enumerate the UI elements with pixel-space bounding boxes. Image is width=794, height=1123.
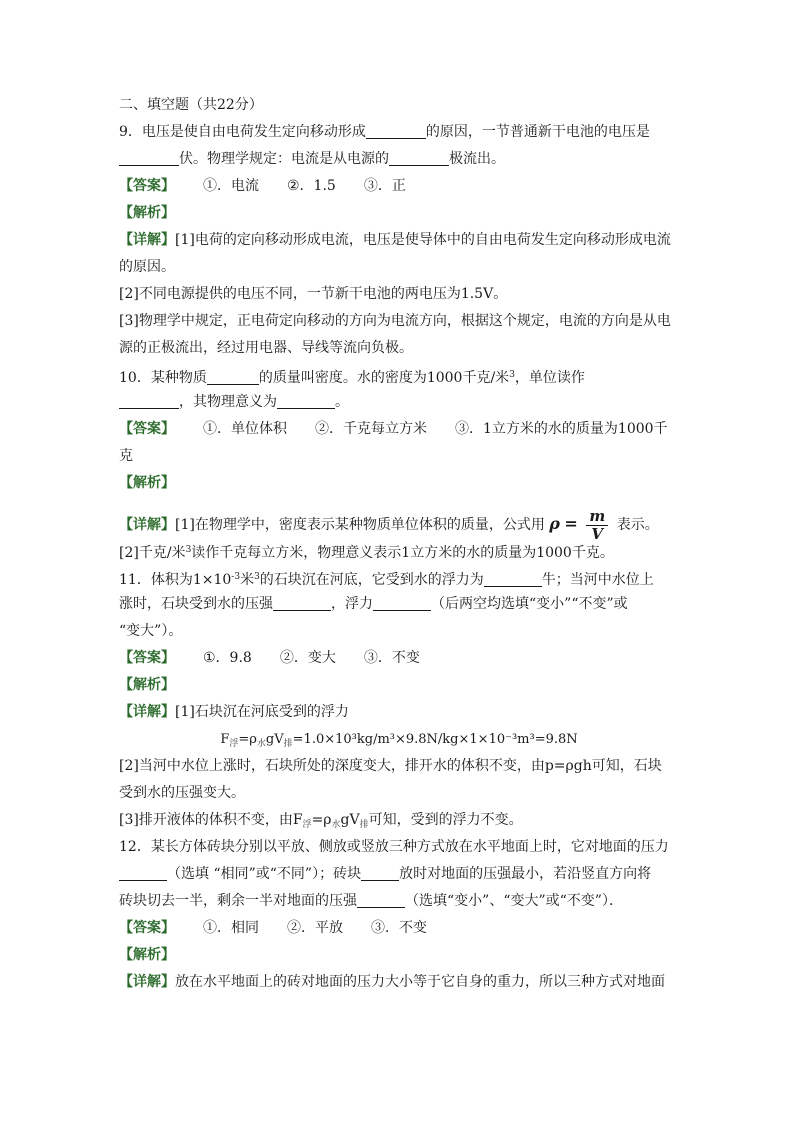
q11-detail-1: 【详解】[1]石块沉在河底受到的浮力 [119, 704, 349, 720]
q9-detail-1b: 的原因。 [119, 259, 175, 275]
q9-detail-3b: 源的正极流出，经过用电器、导线等流向负极。 [119, 340, 413, 356]
q12-line-1: 12．某长方体砖块分别以平放、侧放或竖放三种方式放在水平地面上时，它对地面的压力 [119, 839, 669, 855]
answer-1: ①．相同 [203, 920, 259, 936]
answer-2: ②．千克每立方米 [315, 421, 427, 437]
density-formula-rho: ρ [549, 514, 560, 533]
q11-line-1: 11．体积为$1\times 10^{-3}$米$^3$的石块沉在河底，它受到水的浮力为 牛；当河中水位上 [119, 572, 654, 588]
section-title: 二、填空题（共22分） [119, 97, 263, 113]
buoyancy-formula: $F_浮=\rho_水gV_排=1.0\times 10^3kg/m^3\times 9.8N/kg\times 1\times 10^{-3}m^3=9.8N$ [220, 732, 578, 749]
q10-detail-2: [2]千克/米$^3$读作千克每立方米，物理意义表示1立方米的水的质量为1000千克。 [119, 545, 614, 561]
answer-tag: 【答案】 [119, 650, 175, 666]
q11-detail-2b: 受到水的压强变大。 [119, 785, 245, 801]
answer-3: ③．不变 [371, 920, 427, 936]
q11-line-2: 涨时，石块受到水的压强 ，浮力 （后两空均选填“变小”“不变”或 [119, 596, 628, 612]
q11-detail-3: [3]排开液体的体积不变，由$F_浮=\rho_水gV_排$可知，受到的浮力不变。 [119, 812, 523, 830]
q9-detail-1: 【详解】[1]电荷的定向移动形成电流，电压是使导体中的自由电荷发生定向移动形成电流 [119, 232, 671, 248]
answer-1: ①．电流 [203, 178, 259, 194]
q9-line-2: 伏。物理学规定：电流是从电源的 极流出。 [119, 146, 679, 173]
answer-tag: 【答案】 [119, 920, 175, 936]
answer-blank [373, 594, 431, 611]
answer-blank [273, 594, 331, 611]
answer-blank [357, 891, 405, 908]
q12-analysis-tag: 【解析】 [119, 947, 175, 963]
answer-2: ②．平放 [287, 920, 343, 936]
answer-2: ②．1.5 [287, 178, 336, 194]
density-formula-fraction: $\frac{m}{V}$ [586, 509, 608, 542]
document-content [119, 92, 679, 996]
answer-tag: 【答案】 [119, 178, 175, 194]
answer-blank [119, 392, 179, 409]
answer-1: ①．单位体积 [203, 421, 287, 437]
q10-answer-wrap: 克 [119, 448, 133, 464]
q10-line-2: ，其物理意义为 。 [119, 389, 679, 416]
answer-blank [207, 368, 259, 385]
answer-2: ②．变大 [279, 650, 336, 666]
q9-analysis-tag: 【解析】 [119, 205, 175, 221]
answer-blank [389, 149, 449, 166]
q11-line-3: “变大”）。 [119, 623, 183, 639]
q10-line-1: 10．某种物质 的质量叫密度。水的密度为1000千克/米$^3$，单位读作 [119, 370, 585, 386]
answer-blank [119, 149, 179, 166]
q9-detail-2: [2]不同电源提供的电压不同，一节新干电池的两电压为1.5V。 [119, 286, 508, 302]
q10-analysis-tag: 【解析】 [119, 475, 175, 491]
answer-1: ①．9.8 [203, 650, 252, 666]
q12-line-3: 砖块切去一半，剩余一半对地面的压强 （选填“变小”、“变大”或“不变”）． [119, 893, 623, 909]
q12-line-2: （选填 “相同”或“不同”）；砖块 放时对地面的压强最小，若沿竖直方向将 [119, 861, 679, 888]
q9-answer [119, 173, 679, 200]
answer-3: ③．1立方米的水的质量为1000千 [455, 421, 668, 437]
q10-answer [119, 416, 679, 443]
answer-3: ③．不变 [363, 650, 420, 666]
q11-detail-2a: [2]当河中水位上涨时，石块所处的深度变大，排开水的体积不变，由p=ρgh可知，石块 [119, 758, 662, 774]
answer-3: ③．正 [363, 178, 406, 194]
q11-answer [119, 645, 679, 672]
q10-detail-1: 【详解】[1]在物理学中，密度表示某种物质单位体积的质量，公式用 ρ = $\frac{m}{V}$ 表示。 [119, 506, 659, 543]
answer-blank [277, 392, 335, 409]
q9-line-1: 9．电压是使自由电荷发生定向移动形成 的原因，一节普通新干电池的电压是 [119, 124, 650, 140]
q11-analysis-tag: 【解析】 [119, 677, 175, 693]
q12-detail-1: 【详解】放在水平地面上的砖对地面的压力大小等于它自身的重力，所以三种方式对地面 [119, 974, 665, 990]
answer-blank [361, 864, 399, 881]
answer-blank [484, 570, 542, 587]
q12-answer [119, 915, 679, 942]
answer-tag: 【答案】 [119, 421, 175, 437]
answer-blank [366, 122, 426, 139]
q9-detail-3a: [3]物理学中规定，正电荷定向移动的方向为电流方向，根据这个规定，电流的方向是从电 [119, 313, 671, 329]
answer-blank [119, 864, 167, 881]
